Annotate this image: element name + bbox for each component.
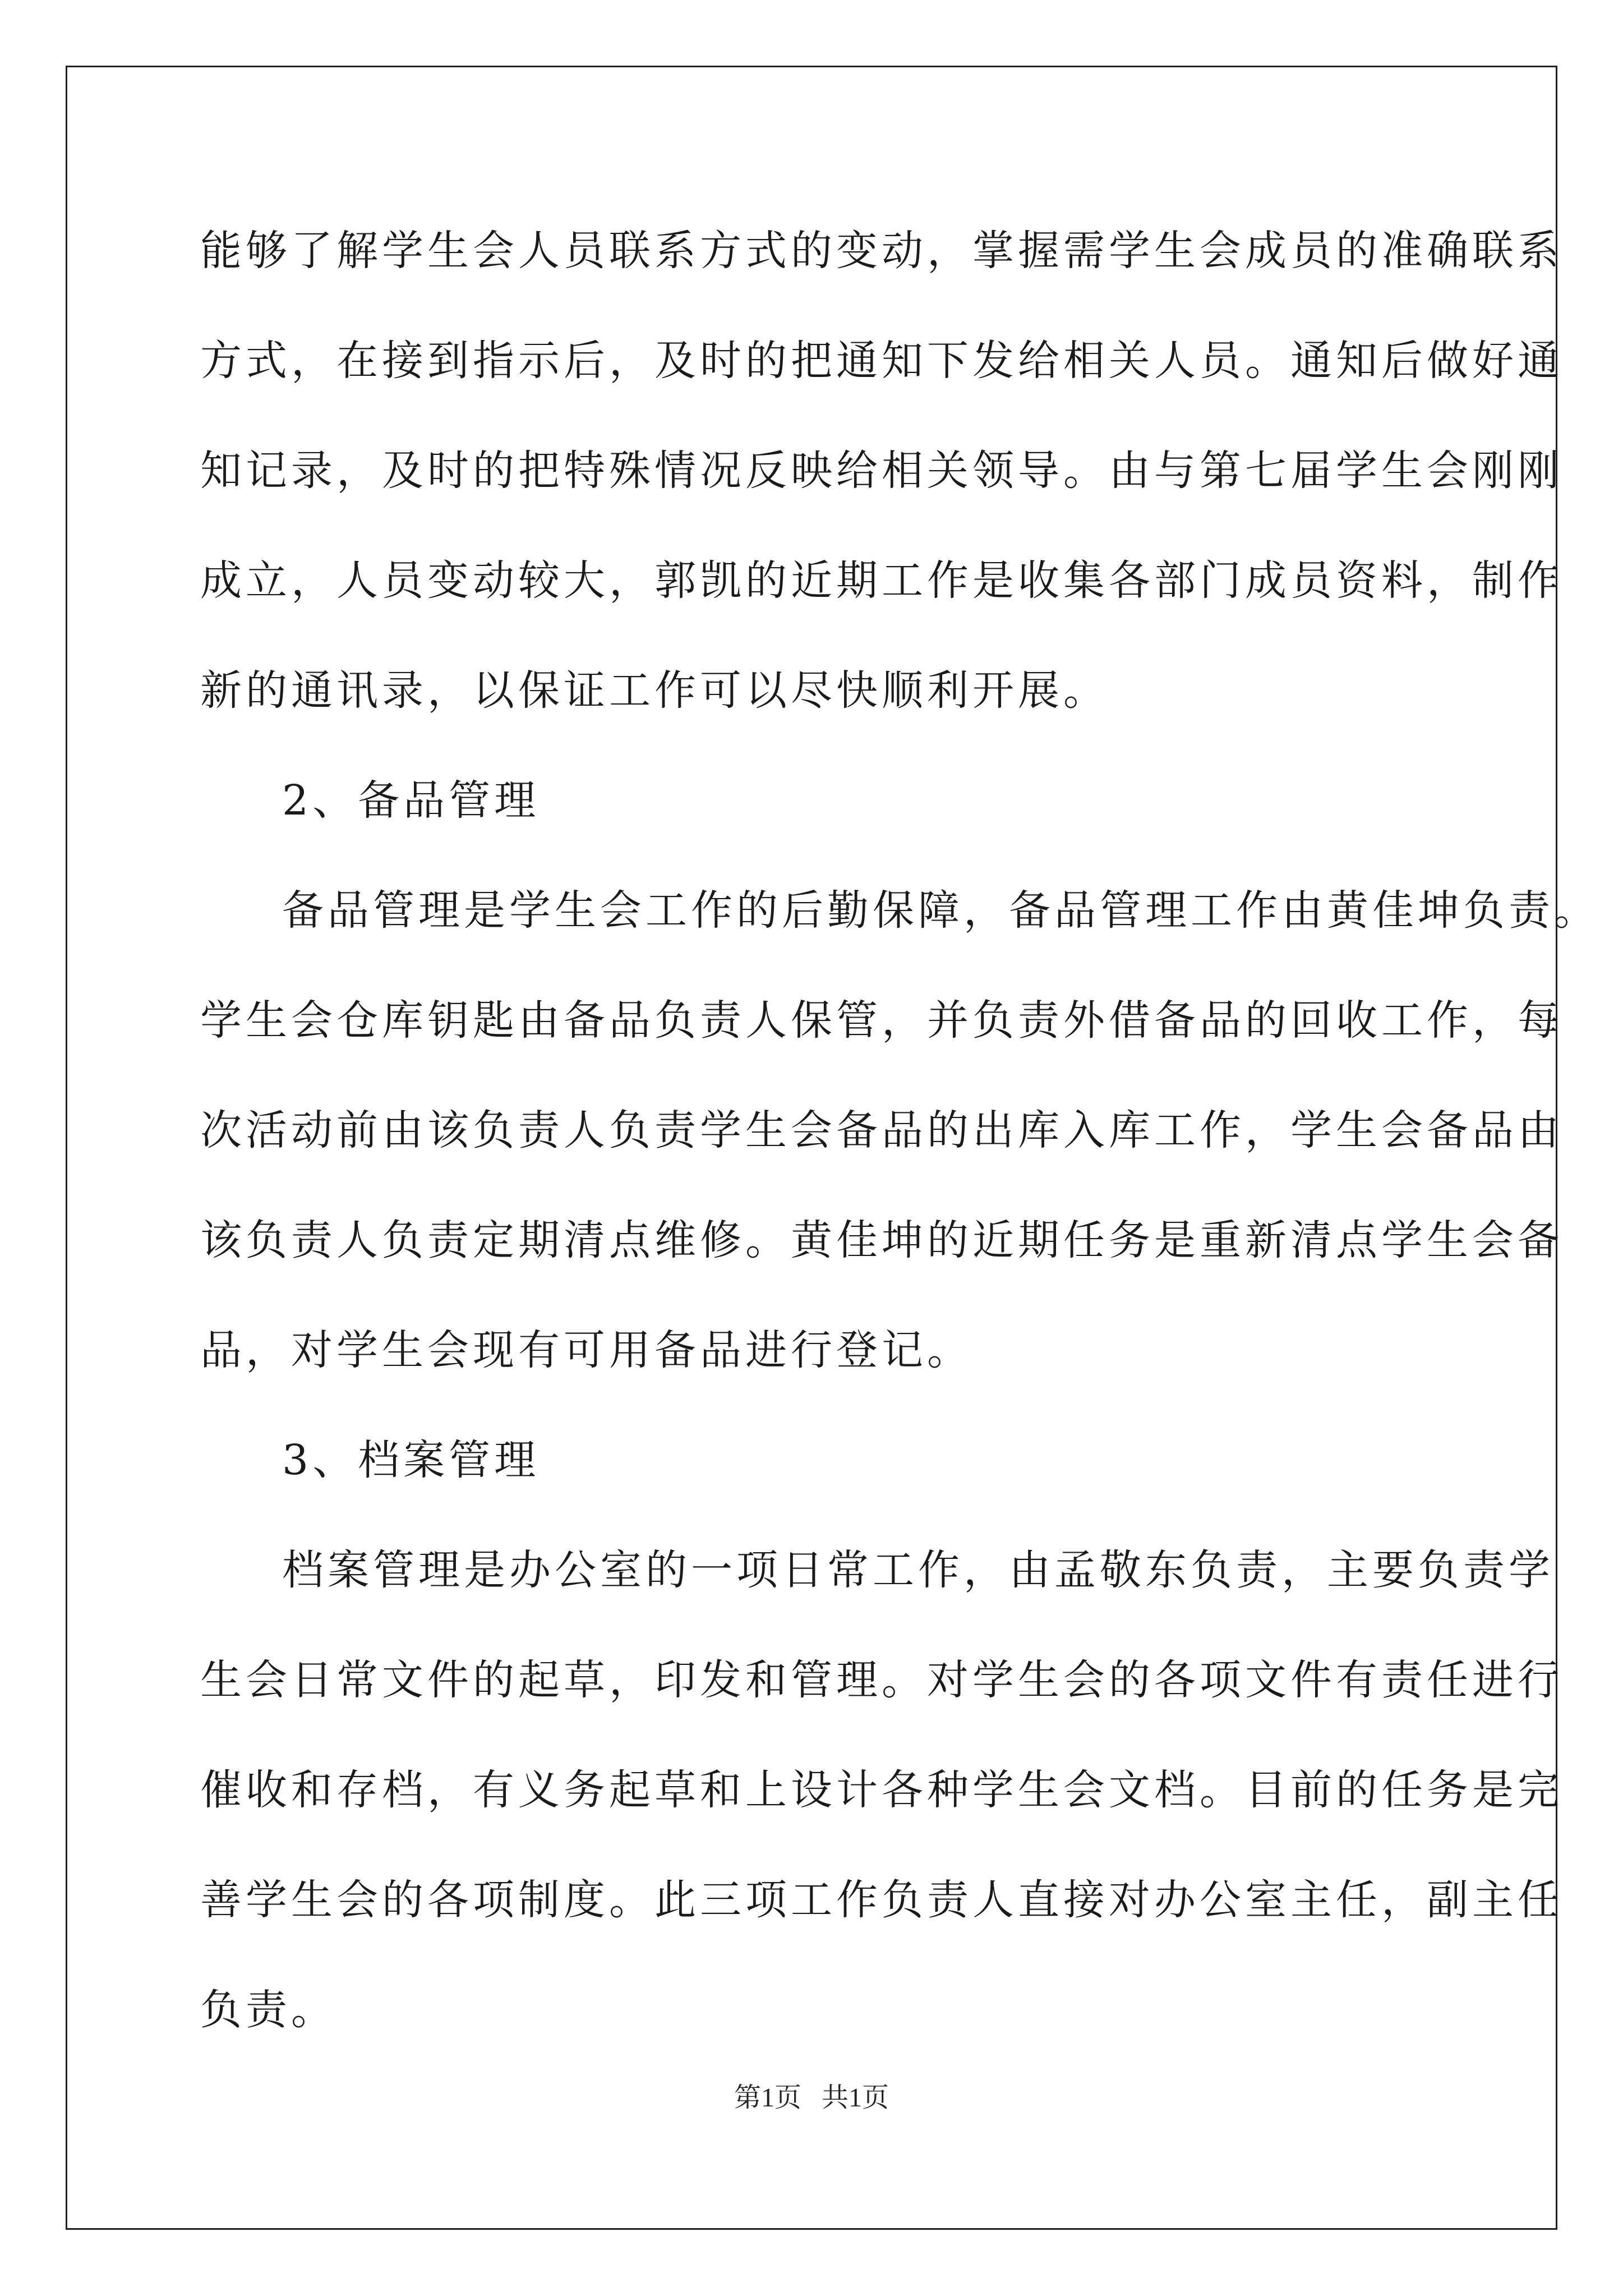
paragraph-line: 催收和存档，有义务起草和上设计各种学生会文档。目前的任务是完 xyxy=(200,1766,1563,1814)
paragraph-line: 善学生会的各项制度。此三项工作负责人直接对办公室主任，副主任 xyxy=(200,1876,1563,1924)
page-footer: 第1页 共1页 xyxy=(734,2083,889,2113)
paragraph-line: 学生会仓库钥匙由备品负责人保管，并负责外借备品的回收工作，每 xyxy=(200,996,1563,1045)
section-heading: 3、档案管理 xyxy=(282,1436,540,1484)
section-heading: 2、备品管理 xyxy=(282,776,540,825)
paragraph-line: 品，对学生会现有可用备品进行登记。 xyxy=(200,1326,972,1374)
paragraph-line: 该负责人负责定期清点维修。黄佳坤的近期任务是重新清点学生会备 xyxy=(200,1216,1563,1264)
paragraph-line: 成立，人员变动较大，郭凯的近期工作是收集各部门成员资料，制作 xyxy=(200,556,1563,605)
paragraph-line: 知记录，及时的把特殊情况反映给相关领导。由与第七届学生会刚刚 xyxy=(200,447,1563,495)
paragraph-line: 能够了解学生会人员联系方式的变动，掌握需学生会成员的准确联系 xyxy=(200,227,1563,275)
paragraph-line: 次活动前由该负责人负责学生会备品的出库入库工作，学生会备品由 xyxy=(200,1106,1563,1154)
paragraph-line: 方式，在接到指示后，及时的把通知下发给相关人员。通知后做好通 xyxy=(200,337,1563,385)
paragraph-line: 档案管理是办公室的一项日常工作，由孟敬东负责，主要负责学 xyxy=(282,1546,1554,1594)
paragraph-line: 备品管理是学生会工作的后勤保障，备品管理工作由黄佳坤负责。 xyxy=(282,886,1599,935)
paragraph-line: 负责。 xyxy=(200,1986,336,2034)
paragraph-line: 生会日常文件的起草，印发和管理。对学生会的各项文件有责任进行 xyxy=(200,1656,1563,1704)
paragraph-line: 新的通讯录，以保证工作可以尽快顺利开展。 xyxy=(200,666,1109,715)
